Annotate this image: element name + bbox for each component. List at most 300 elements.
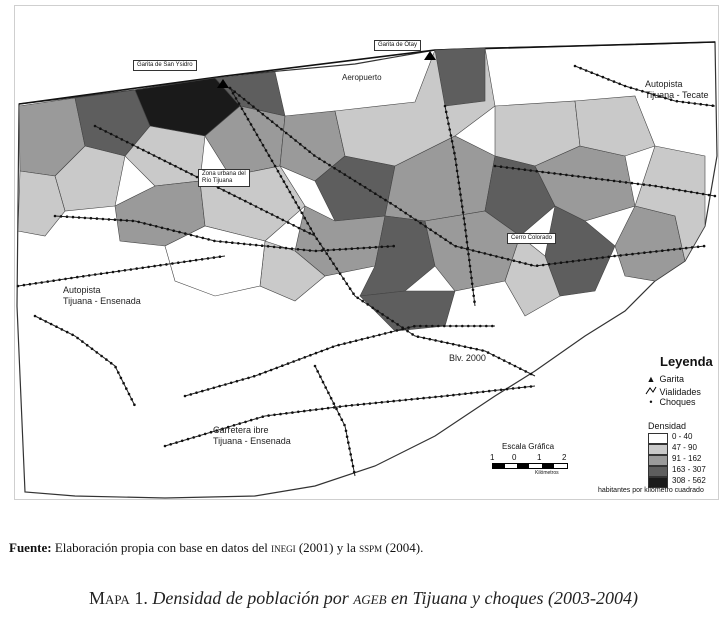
- crash-point: [696, 192, 699, 195]
- crash-point: [585, 69, 588, 72]
- crash-point: [244, 113, 247, 116]
- crash-point: [404, 212, 407, 215]
- crash-point: [250, 123, 253, 126]
- crash-point: [283, 180, 286, 183]
- crash-point: [332, 262, 335, 265]
- scale-tick-0: 1: [490, 453, 495, 462]
- crash-point: [472, 295, 475, 298]
- crash-point: [469, 265, 472, 268]
- crash-point: [137, 221, 140, 224]
- crash-point: [265, 211, 268, 214]
- crash-point: [451, 140, 454, 143]
- triangle-icon: ▲: [646, 374, 656, 384]
- crash-point: [298, 358, 301, 361]
- crash-point: [304, 147, 307, 150]
- crash-point: [518, 168, 521, 171]
- crash-point: [446, 394, 449, 397]
- crash-point: [183, 261, 186, 264]
- crash-point: [255, 205, 258, 208]
- crash-point: [294, 139, 297, 142]
- crash-point: [431, 325, 434, 328]
- crash-point: [464, 223, 467, 226]
- crash-point: [684, 190, 687, 193]
- crash-point: [265, 149, 268, 152]
- legend-vialidades-label: Vialidades: [659, 387, 701, 397]
- crash-point: [460, 199, 463, 202]
- crash-point: [213, 387, 216, 390]
- crash-point: [274, 165, 277, 168]
- density-unit: habitantes por kilómetro cuadrado: [598, 487, 704, 494]
- crash-point: [494, 389, 497, 392]
- crash-point: [174, 165, 177, 168]
- figure-caption: [0, 588, 727, 609]
- crash-point: [364, 186, 367, 189]
- crash-point: [641, 90, 644, 93]
- crash-point: [309, 249, 312, 252]
- map-frame: [14, 5, 719, 500]
- crash-point: [541, 171, 544, 174]
- crash-point: [337, 344, 340, 347]
- crash-point: [218, 385, 221, 388]
- crash-point: [338, 413, 341, 416]
- crash-point: [530, 385, 533, 388]
- crash-point: [547, 171, 550, 174]
- crash-point: [327, 407, 330, 410]
- crash-point: [279, 246, 282, 249]
- crash-point: [318, 157, 321, 160]
- crash-point: [315, 408, 318, 411]
- crash-point: [352, 465, 355, 468]
- crash-point: [524, 386, 527, 389]
- crash-point: [66, 215, 69, 218]
- crash-point: [339, 405, 342, 408]
- crash-point: [178, 231, 181, 234]
- zona-rio-label: [198, 169, 250, 187]
- crash-point: [273, 246, 276, 249]
- crash-point: [481, 349, 484, 352]
- crash-point: [114, 218, 117, 221]
- crash-point: [34, 315, 37, 318]
- crash-point: [225, 241, 228, 244]
- crash-point: [332, 346, 335, 349]
- crash-point: [320, 350, 323, 353]
- crash-point: [607, 78, 610, 81]
- carretera-libre-label-2: Tijuana - Ensenada: [213, 436, 291, 446]
- crash-point: [319, 243, 322, 246]
- crash-point: [250, 419, 253, 422]
- crash-point: [29, 283, 32, 286]
- crash-point: [327, 392, 330, 395]
- crash-point: [406, 330, 409, 333]
- crash-point: [660, 186, 663, 189]
- crash-point: [376, 310, 379, 313]
- crash-point: [195, 259, 198, 262]
- crash-point: [239, 197, 242, 200]
- crash-point: [359, 183, 362, 186]
- crash-point: [110, 133, 113, 136]
- crash-point: [292, 360, 295, 363]
- crash-point: [135, 267, 138, 270]
- crash-point: [459, 193, 462, 196]
- crash-point: [381, 401, 384, 404]
- crash-point: [81, 340, 84, 343]
- crash-point: [404, 399, 407, 402]
- crash-point: [637, 252, 640, 255]
- crash-point: [319, 375, 322, 378]
- crash-point: [54, 215, 57, 218]
- crash-point: [348, 447, 351, 450]
- scale-bar: [492, 463, 568, 469]
- crash-point: [449, 325, 452, 328]
- crash-point: [289, 191, 292, 194]
- crash-point: [213, 240, 216, 243]
- crash-point: [253, 128, 256, 131]
- crash-point: [55, 325, 58, 328]
- crash-point: [501, 257, 504, 260]
- crash-point: [619, 180, 622, 183]
- crash-point: [96, 351, 99, 354]
- crash-point: [462, 211, 465, 214]
- crash-point: [439, 235, 442, 238]
- crash-point: [238, 102, 241, 105]
- crash-point: [94, 273, 97, 276]
- crash-point: [344, 173, 347, 176]
- crash-point: [455, 325, 458, 328]
- crash-point: [180, 168, 183, 171]
- crash-point: [413, 325, 416, 328]
- crash-point: [464, 229, 467, 232]
- crash-point: [500, 165, 503, 168]
- density-class-4: [648, 477, 727, 487]
- crash-point: [688, 101, 691, 104]
- crash-point: [196, 235, 199, 238]
- crash-point: [390, 331, 393, 334]
- zona-rio-label-line-2: Río Tijuana: [202, 178, 233, 184]
- crash-point: [429, 338, 432, 341]
- crash-point: [46, 280, 49, 283]
- source-note: [9, 540, 423, 556]
- crash-point: [171, 262, 174, 265]
- garita-otay-label: Garita de Otay: [374, 40, 421, 51]
- crash-point: [78, 216, 81, 219]
- crash-point: [268, 154, 271, 157]
- crash-point: [455, 164, 458, 167]
- crash-point: [291, 247, 294, 250]
- crash-point: [261, 415, 264, 418]
- scale-tick-3: 2: [562, 453, 567, 462]
- density-label-1: 47 - 90: [672, 443, 697, 452]
- crash-point: [478, 251, 481, 254]
- crash-point: [121, 138, 124, 141]
- crash-point: [141, 267, 144, 270]
- crash-point: [316, 238, 319, 241]
- crash-point: [584, 259, 587, 262]
- crash-point: [137, 146, 140, 149]
- crash-point: [164, 445, 167, 448]
- crash-point: [590, 71, 593, 74]
- crash-point: [464, 392, 467, 395]
- crash-point: [607, 256, 610, 259]
- crash-point: [280, 128, 283, 131]
- crash-point: [153, 154, 156, 157]
- crash-point: [339, 248, 342, 251]
- crash-point: [548, 263, 551, 266]
- crash-point: [44, 320, 47, 323]
- crash-point: [630, 87, 633, 90]
- crash-point: [369, 246, 372, 249]
- crash-point: [244, 421, 247, 424]
- crash-point: [224, 383, 227, 386]
- crash-point: [453, 152, 456, 155]
- crash-point: [187, 438, 190, 441]
- crash-point: [384, 332, 387, 335]
- crash-point: [346, 435, 349, 438]
- crash-point: [476, 391, 479, 394]
- source-text-3: (2004).: [382, 540, 424, 555]
- crash-point: [321, 249, 324, 252]
- crash-point: [463, 217, 466, 220]
- crash-point: [417, 335, 420, 338]
- crash-point: [363, 403, 366, 406]
- crash-point: [124, 269, 127, 272]
- legend-vialidades: [645, 386, 701, 397]
- crash-point: [507, 258, 510, 261]
- dot-icon: •: [649, 397, 653, 407]
- crash-point: [471, 283, 474, 286]
- crash-point: [159, 264, 162, 267]
- autopista-tecate-label-1: Autopista: [645, 79, 683, 89]
- crash-point: [607, 179, 610, 182]
- crash-point: [386, 245, 389, 248]
- crash-point: [120, 377, 123, 380]
- crash-point: [292, 224, 295, 227]
- crash-point: [309, 354, 312, 357]
- crash-point: [565, 174, 568, 177]
- crash-point: [247, 118, 250, 121]
- crash-point: [131, 144, 134, 147]
- crash-point: [105, 358, 108, 361]
- crash-point: [228, 192, 231, 195]
- crash-point: [631, 253, 634, 256]
- crash-point: [524, 168, 527, 171]
- crash-point: [422, 397, 425, 400]
- road-line-icon: [645, 386, 657, 397]
- crash-point: [262, 144, 265, 147]
- crash-point: [76, 276, 79, 279]
- crash-point: [287, 362, 290, 365]
- crash-point: [705, 104, 708, 107]
- cerro-colorado-label: Cerro Colorado: [507, 233, 556, 244]
- crash-point: [631, 182, 634, 185]
- crash-point: [602, 76, 605, 79]
- crash-point: [372, 335, 375, 338]
- crash-point: [267, 414, 270, 417]
- crash-point: [261, 244, 264, 247]
- crash-point: [457, 176, 460, 179]
- crash-point: [703, 245, 706, 248]
- crash-point: [167, 228, 170, 231]
- crash-point: [407, 326, 410, 329]
- crash-point: [343, 424, 346, 427]
- crash-point: [347, 441, 350, 444]
- crash-point: [185, 170, 188, 173]
- crash-point: [423, 337, 426, 340]
- crash-point: [375, 246, 378, 249]
- legend-garita: [645, 374, 684, 384]
- zona-rio-label-line-1: Zona urbana del: [202, 171, 246, 177]
- crash-point: [452, 343, 455, 346]
- source-label: Fuente:: [9, 540, 52, 555]
- crash-point: [238, 94, 241, 97]
- crash-point: [303, 229, 306, 232]
- crash-point: [335, 408, 338, 411]
- crash-point: [324, 386, 327, 389]
- crash-point: [153, 265, 156, 268]
- crash-point: [357, 247, 360, 250]
- crash-point: [231, 241, 234, 244]
- crash-point: [106, 272, 109, 275]
- crash-point: [472, 289, 475, 292]
- crash-point: [386, 317, 389, 320]
- legend-title: Leyenda: [660, 354, 713, 369]
- crash-point: [126, 219, 129, 222]
- density-class-0: [648, 433, 727, 443]
- crash-point: [192, 436, 195, 439]
- crash-point: [369, 402, 372, 405]
- crash-point: [419, 222, 422, 225]
- crash-point: [252, 105, 255, 108]
- crash-point: [190, 393, 193, 396]
- crash-point: [84, 217, 87, 220]
- crash-point: [473, 300, 476, 303]
- crash-point: [76, 337, 79, 340]
- crash-point: [70, 277, 73, 280]
- crash-point: [530, 264, 533, 267]
- crash-point: [190, 173, 193, 176]
- crash-point: [595, 177, 598, 180]
- crash-point: [392, 245, 395, 248]
- crash-point: [519, 367, 522, 370]
- crash-point: [339, 272, 342, 275]
- crash-point: [643, 183, 646, 186]
- crash-point: [464, 345, 467, 348]
- crash-point: [204, 433, 207, 436]
- crash-point: [349, 453, 352, 456]
- crash-point: [247, 377, 250, 380]
- density-title: Densidad: [648, 421, 687, 431]
- crash-point: [285, 247, 288, 250]
- crash-point: [314, 365, 317, 368]
- crash-point: [416, 397, 419, 400]
- crash-point: [381, 246, 384, 249]
- crash-point: [102, 218, 105, 221]
- crash-point: [394, 205, 397, 208]
- crash-point: [518, 261, 521, 264]
- crash-point: [411, 333, 414, 336]
- crash-point: [342, 277, 345, 280]
- crash-point: [708, 194, 711, 197]
- crash-point: [601, 178, 604, 181]
- crash-point: [271, 160, 274, 163]
- crash-point: [275, 367, 278, 370]
- crash-point: [654, 185, 657, 188]
- caption-title-1: Densidad de población por: [152, 588, 354, 608]
- crash-point: [514, 365, 517, 368]
- crash-point: [230, 382, 233, 385]
- crash-point: [349, 341, 352, 344]
- density-label-0: 0 - 40: [672, 432, 693, 441]
- crash-point: [257, 109, 260, 112]
- crash-point: [434, 339, 437, 342]
- crash-point: [118, 270, 121, 273]
- crash-point: [553, 172, 556, 175]
- crash-point: [306, 222, 309, 225]
- crash-point: [399, 209, 402, 212]
- garita-san-ysidro-label: Garita de San Ysidro: [133, 60, 197, 71]
- crash-point: [86, 344, 89, 347]
- crash-point: [213, 256, 216, 259]
- crash-point: [440, 395, 443, 398]
- crash-point: [351, 459, 354, 462]
- crash-point: [577, 175, 580, 178]
- crash-point: [374, 192, 377, 195]
- crash-point: [452, 146, 455, 149]
- crash-point: [316, 370, 319, 373]
- crash-point: [255, 244, 258, 247]
- crash-point: [443, 325, 446, 328]
- crash-point: [410, 398, 413, 401]
- crash-point: [559, 173, 562, 176]
- crash-point: [291, 411, 294, 414]
- crash-point: [330, 397, 333, 400]
- crash-point: [691, 246, 694, 249]
- crash-point: [207, 388, 210, 391]
- crash-point: [589, 177, 592, 180]
- crash-point: [461, 205, 464, 208]
- crash-point: [210, 431, 213, 434]
- crash-point: [349, 287, 352, 290]
- crash-point: [309, 227, 312, 230]
- crash-point: [244, 200, 247, 203]
- crash-point: [96, 217, 99, 220]
- crash-point: [126, 141, 129, 144]
- crash-point: [108, 218, 111, 221]
- crash-point: [297, 248, 300, 251]
- crash-point: [396, 323, 399, 326]
- crash-point: [672, 188, 675, 191]
- crash-point: [351, 247, 354, 250]
- crash-point: [172, 229, 175, 232]
- scale-tick-2: 1: [537, 453, 542, 462]
- crash-point: [52, 279, 55, 282]
- crash-point: [518, 387, 521, 390]
- crash-point: [259, 373, 262, 376]
- crash-point: [414, 219, 417, 222]
- density-class-3: [648, 466, 727, 476]
- crash-point: [281, 364, 284, 367]
- crash-point: [466, 241, 469, 244]
- crash-point: [460, 246, 463, 249]
- crash-point: [494, 165, 497, 168]
- crash-point: [292, 196, 295, 199]
- crash-point: [649, 251, 652, 254]
- crash-point: [120, 219, 123, 222]
- crash-point: [446, 117, 449, 120]
- crash-point: [223, 189, 226, 192]
- crash-point: [465, 235, 468, 238]
- crash-point: [287, 221, 290, 224]
- crash-point: [297, 411, 300, 414]
